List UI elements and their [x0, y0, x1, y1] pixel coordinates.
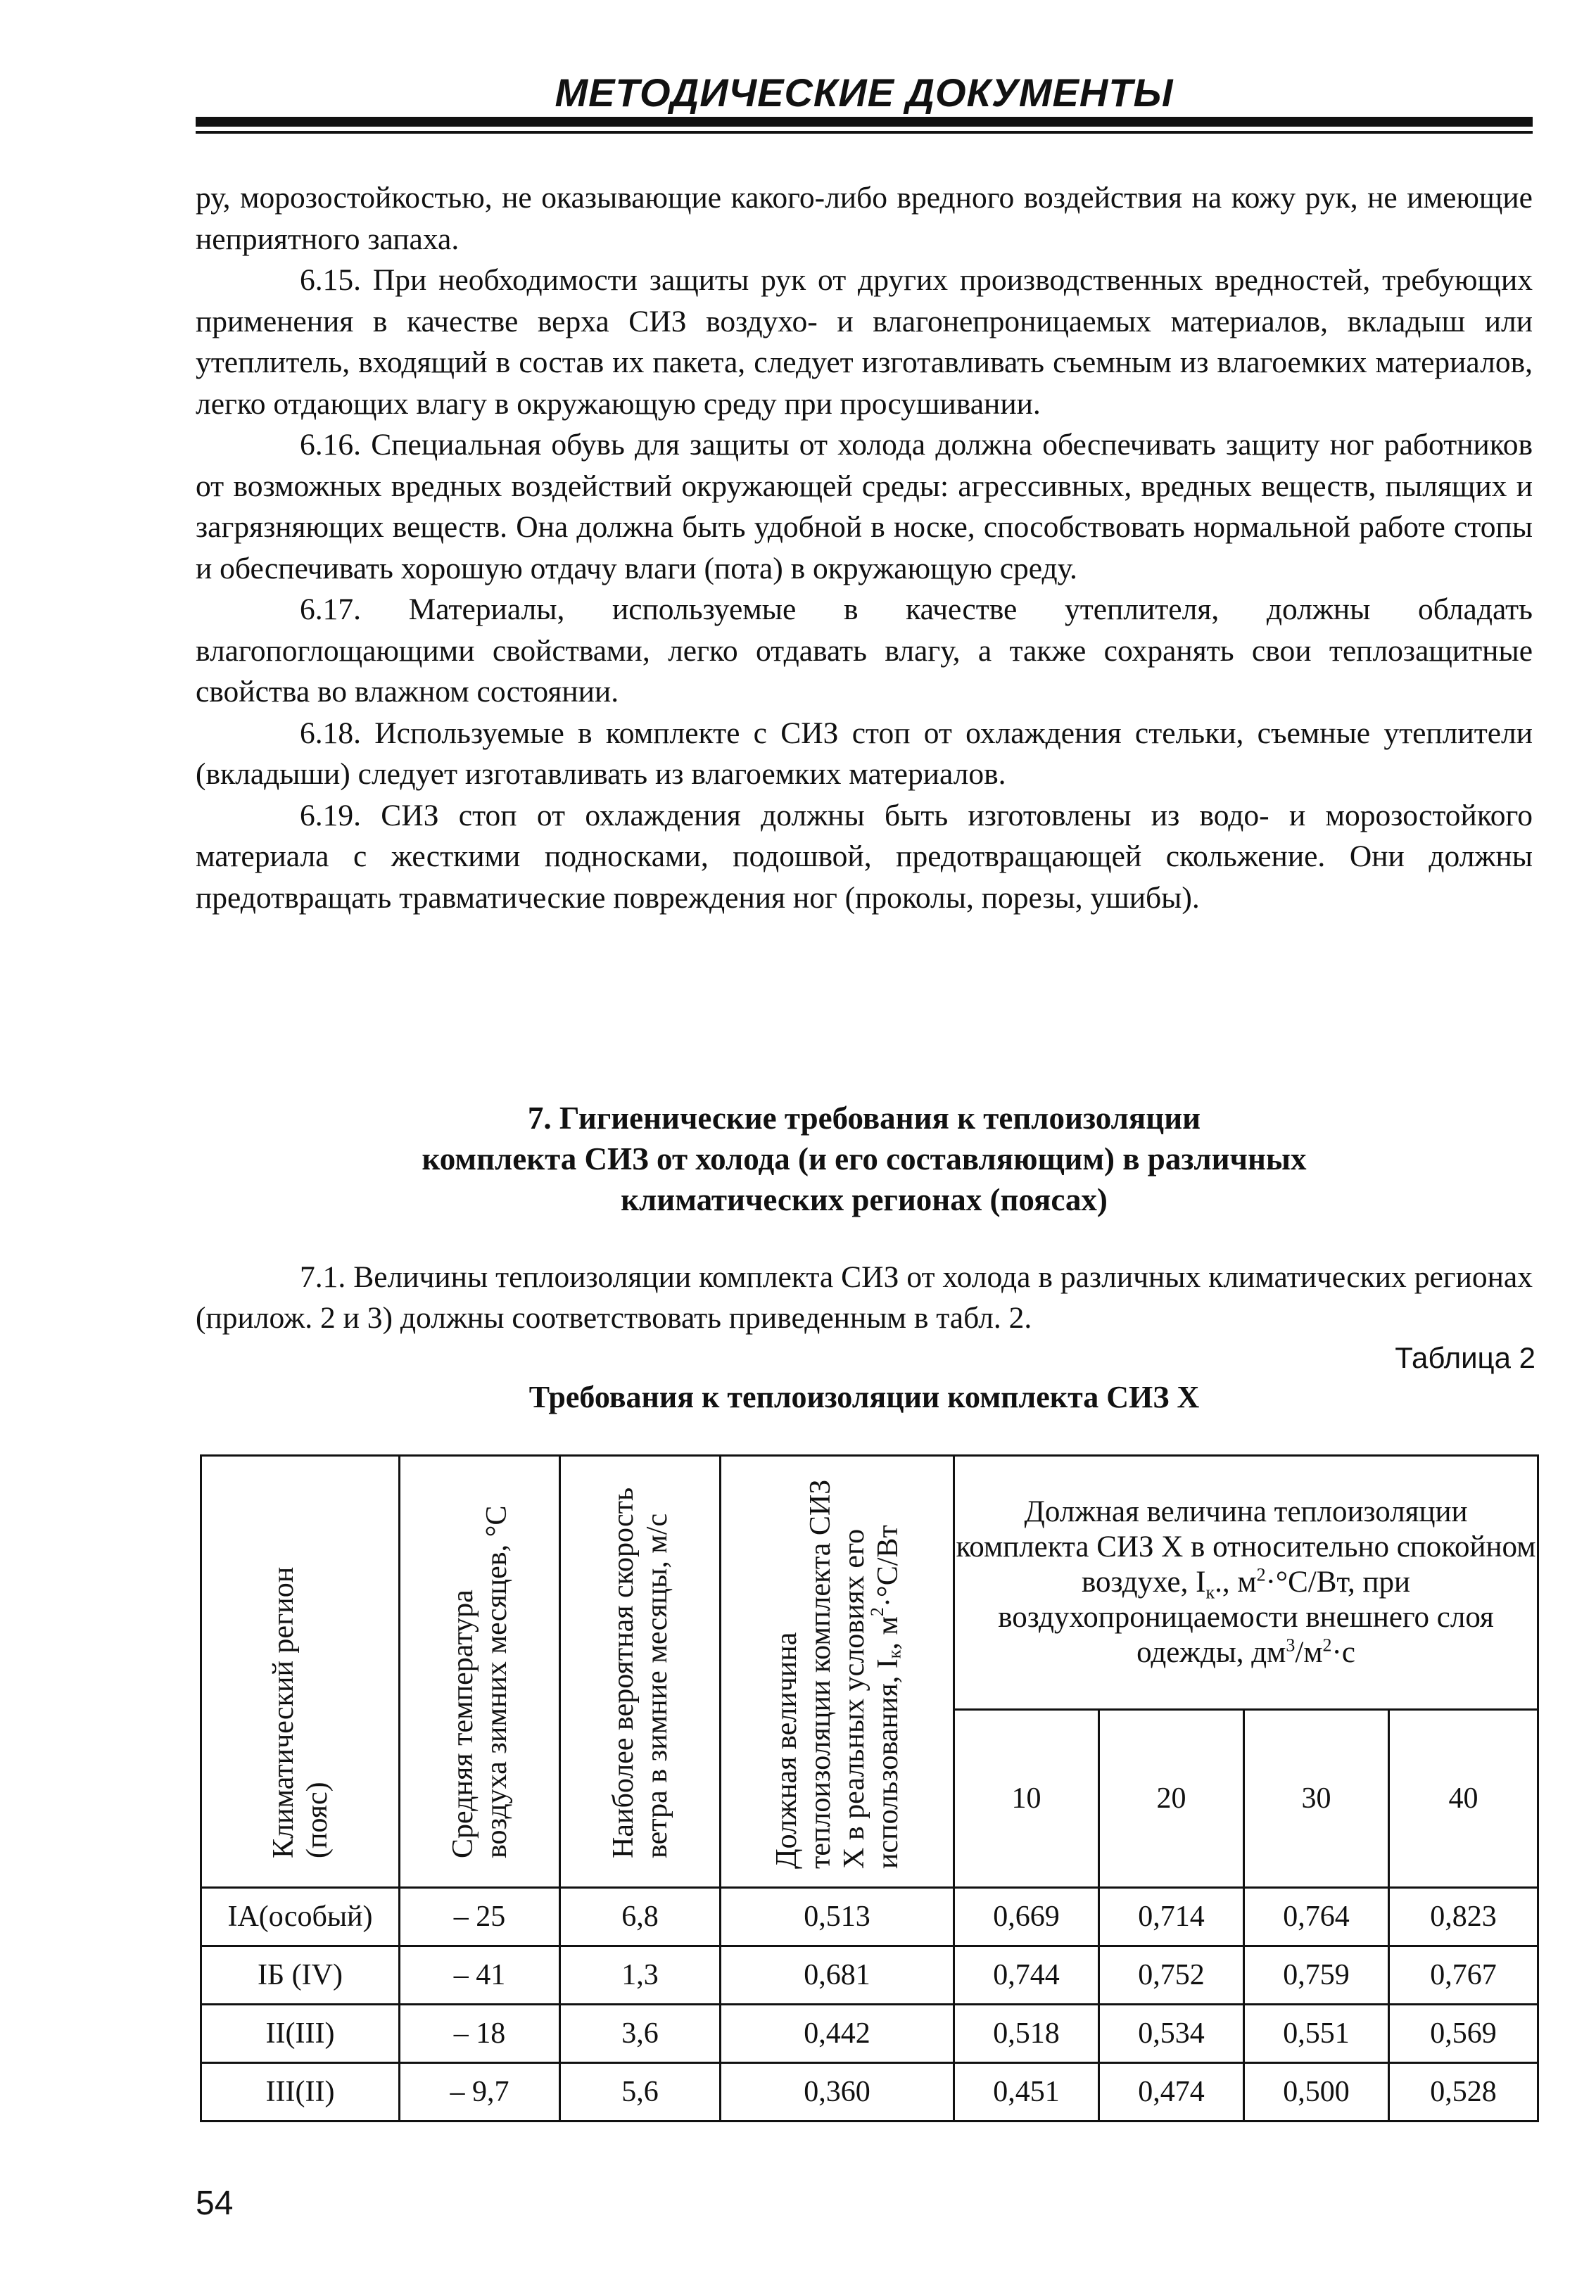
- header-rule-thick: [196, 117, 1533, 127]
- table-cell: 0,500: [1244, 2063, 1389, 2121]
- paragraph-6-16: 6.16. Специальная обувь для защиты от холода должна обеспечивать защиту ног работников от возможных вредных воздействий окружающей среды: агрессивных, вредных веществ, пылящих и загрязняющих веществ. Она должна быть удобной в носке, способствовать нормальной работе стопы и обеспечивать хорошую отдачу влаги (пота) в окружающую среду.: [196, 428, 1533, 585]
- table-cell: 3,6: [560, 2005, 721, 2063]
- section-title-line: 7. Гигиенические требования к теплоизоляции: [527, 1101, 1201, 1136]
- header-text-required-real: [770, 1475, 905, 1869]
- running-head: МЕТОДИЧЕСКИЕ ДОКУМЕНТЫ: [555, 70, 1174, 115]
- header-rule-thin: [196, 131, 1533, 134]
- section-paragraph: [196, 1257, 1533, 1338]
- table-caption: Требования к теплоизоляции комплекта СИЗ Х: [528, 1380, 1200, 1414]
- table-cell: 0,528: [1389, 2063, 1538, 2121]
- table-number: Таблица 2: [1395, 1341, 1535, 1374]
- header-cell-required-calm: [954, 1456, 1538, 1710]
- subheader-cell: 20: [1099, 1710, 1244, 1888]
- header-symbol: I: [871, 1658, 904, 1668]
- table-row: [201, 2005, 1538, 2063]
- header-superscript: 2: [866, 1606, 887, 1616]
- table-cell: 0,767: [1389, 1946, 1538, 2005]
- header-subscript: к: [1205, 1582, 1215, 1603]
- header-superscript: 3: [1286, 1635, 1296, 1656]
- table-header-row: [201, 1456, 1538, 1710]
- table-cell: 0,518: [954, 2005, 1099, 2063]
- paragraph-6-17: 6.17. Материалы, используемые в качестве утеплителя, должны обладать влагопоглощающими свойствами, легко отдавать влагу, а также сохранять свои теплозащитные свойства во влажном состоянии.: [196, 592, 1533, 709]
- table-cell: 0,752: [1099, 1946, 1244, 2005]
- header-text-part: /м: [1295, 1636, 1323, 1669]
- table-cell: 0,551: [1244, 2005, 1389, 2063]
- table-cell: II(III): [201, 2005, 400, 2063]
- subheader-cell: 40: [1389, 1710, 1538, 1888]
- header-text-part: ., м: [1215, 1566, 1257, 1599]
- header-text-part: Должная величина теплоизоляции комплекта СИЗ Х в реальных условиях его использования,: [770, 1479, 904, 1869]
- table-cell: 6,8: [560, 1888, 721, 1946]
- subheader-cell: 30: [1244, 1710, 1389, 1888]
- paragraph-6-18: 6.18. Используемые в комплекте с СИЗ стоп от охлаждения стельки, съемные утеплители (вкладыши) следует изготавливать из влагоемких материалов.: [196, 716, 1533, 791]
- table-row: [201, 1888, 1538, 1946]
- table-cell: – 25: [400, 1888, 560, 1946]
- header-text-part: ·с: [1331, 1636, 1355, 1669]
- table-cell: IA(особый): [201, 1888, 400, 1946]
- table-cell: 5,6: [560, 2063, 721, 2121]
- header-superscript: 2: [1322, 1635, 1332, 1656]
- body-text: [196, 177, 1533, 918]
- table-cell: – 18: [400, 2005, 560, 2063]
- paragraph-6-15: 6.15. При необходимости защиты рук от других производственных вредностей, требующих применения в качестве верха СИЗ воздухо- и влагонепроницаемых материалов, вкладыш или утеплитель, входящий в состав их пакета, следует изготавливать съемным из влагоемких материалов, легко отдающих влагу в окружающую среду при просушивании.: [196, 263, 1533, 421]
- table-cell: 0,360: [721, 2063, 954, 2121]
- table-cell: 0,513: [721, 1888, 954, 1946]
- table-cell: IБ (IV): [201, 1946, 400, 2005]
- table-cell: 0,569: [1389, 2005, 1538, 2063]
- table-cell: 0,681: [721, 1946, 954, 2005]
- table-cell: 0,534: [1099, 2005, 1244, 2063]
- header-unit: , м: [871, 1616, 904, 1650]
- table-cell: – 9,7: [400, 2063, 560, 2121]
- table-cell: III(II): [201, 2063, 400, 2121]
- table-cell: 0,764: [1244, 1888, 1389, 1946]
- table-cell: 0,474: [1099, 2063, 1244, 2121]
- table-cell: 0,669: [954, 1888, 1099, 1946]
- table-cell: 0,744: [954, 1946, 1099, 2005]
- header-superscript: 2: [1256, 1564, 1266, 1585]
- table-cell: 0,451: [954, 2063, 1099, 2121]
- header-unit: ·°С/Вт: [871, 1524, 904, 1607]
- header-cell-required-real: [721, 1456, 954, 1888]
- header-text-part: Должная величина теплоизоляции комплекта СИЗ Х в относительно спокойном воздухе, I: [956, 1495, 1536, 1599]
- insulation-table: [200, 1454, 1539, 2122]
- table-cell: 1,3: [560, 1946, 721, 2005]
- table-cell: 0,759: [1244, 1946, 1389, 2005]
- paragraph-6-19: 6.19. СИЗ стоп от охлаждения должны быть изготовлены из водо- и морозостойкого материала с жесткими подносками, подошвой, предотвращающей скольжение. Они должны предотвращать травматические повреждения ног (проколы, порезы, ушибы).: [196, 798, 1533, 915]
- header-cell-wind: [560, 1456, 721, 1888]
- header-text-temperature: Средняя температура воздуха зимних месяцев, °С: [446, 1505, 513, 1858]
- table-row: [201, 2063, 1538, 2121]
- subheader-cell: 10: [954, 1710, 1099, 1888]
- header-text-region: Климатический регион (пояс): [267, 1566, 334, 1858]
- table-cell: 0,714: [1099, 1888, 1244, 1946]
- section-title: [196, 1098, 1533, 1220]
- table-cell: – 41: [400, 1946, 560, 2005]
- header-cell-temperature: [400, 1456, 560, 1888]
- header-subscript: к: [883, 1649, 904, 1658]
- paragraph-7-1: 7.1. Величины теплоизоляции комплекта СИЗ от холода в различных климатических регионах (прилож. 2 и 3) должны соответствовать приведенным в табл. 2.: [196, 1260, 1533, 1335]
- page-number: 54: [196, 2185, 234, 2222]
- table-row: [201, 1946, 1538, 2005]
- table-cell: 0,442: [721, 2005, 954, 2063]
- header-text-part: ·°С/Вт, при воздухопроницаемости внешнего слоя одежды, дм: [998, 1566, 1494, 1669]
- table-cell: 0,823: [1389, 1888, 1538, 1946]
- section-title-line: комплекта СИЗ от холода (и его составляющим) в различных: [422, 1141, 1307, 1176]
- header-cell-region: [201, 1456, 400, 1888]
- section-title-line: климатических регионах (поясах): [621, 1182, 1108, 1217]
- header-text-wind: Наиболее вероятная скорость ветра в зимние месяцы, м/с: [607, 1487, 673, 1858]
- paragraph-continuation: ру, морозостойкостью, не оказывающие какого-либо вредного воздействия на кожу рук, не имеющие неприятного запаха.: [196, 181, 1533, 256]
